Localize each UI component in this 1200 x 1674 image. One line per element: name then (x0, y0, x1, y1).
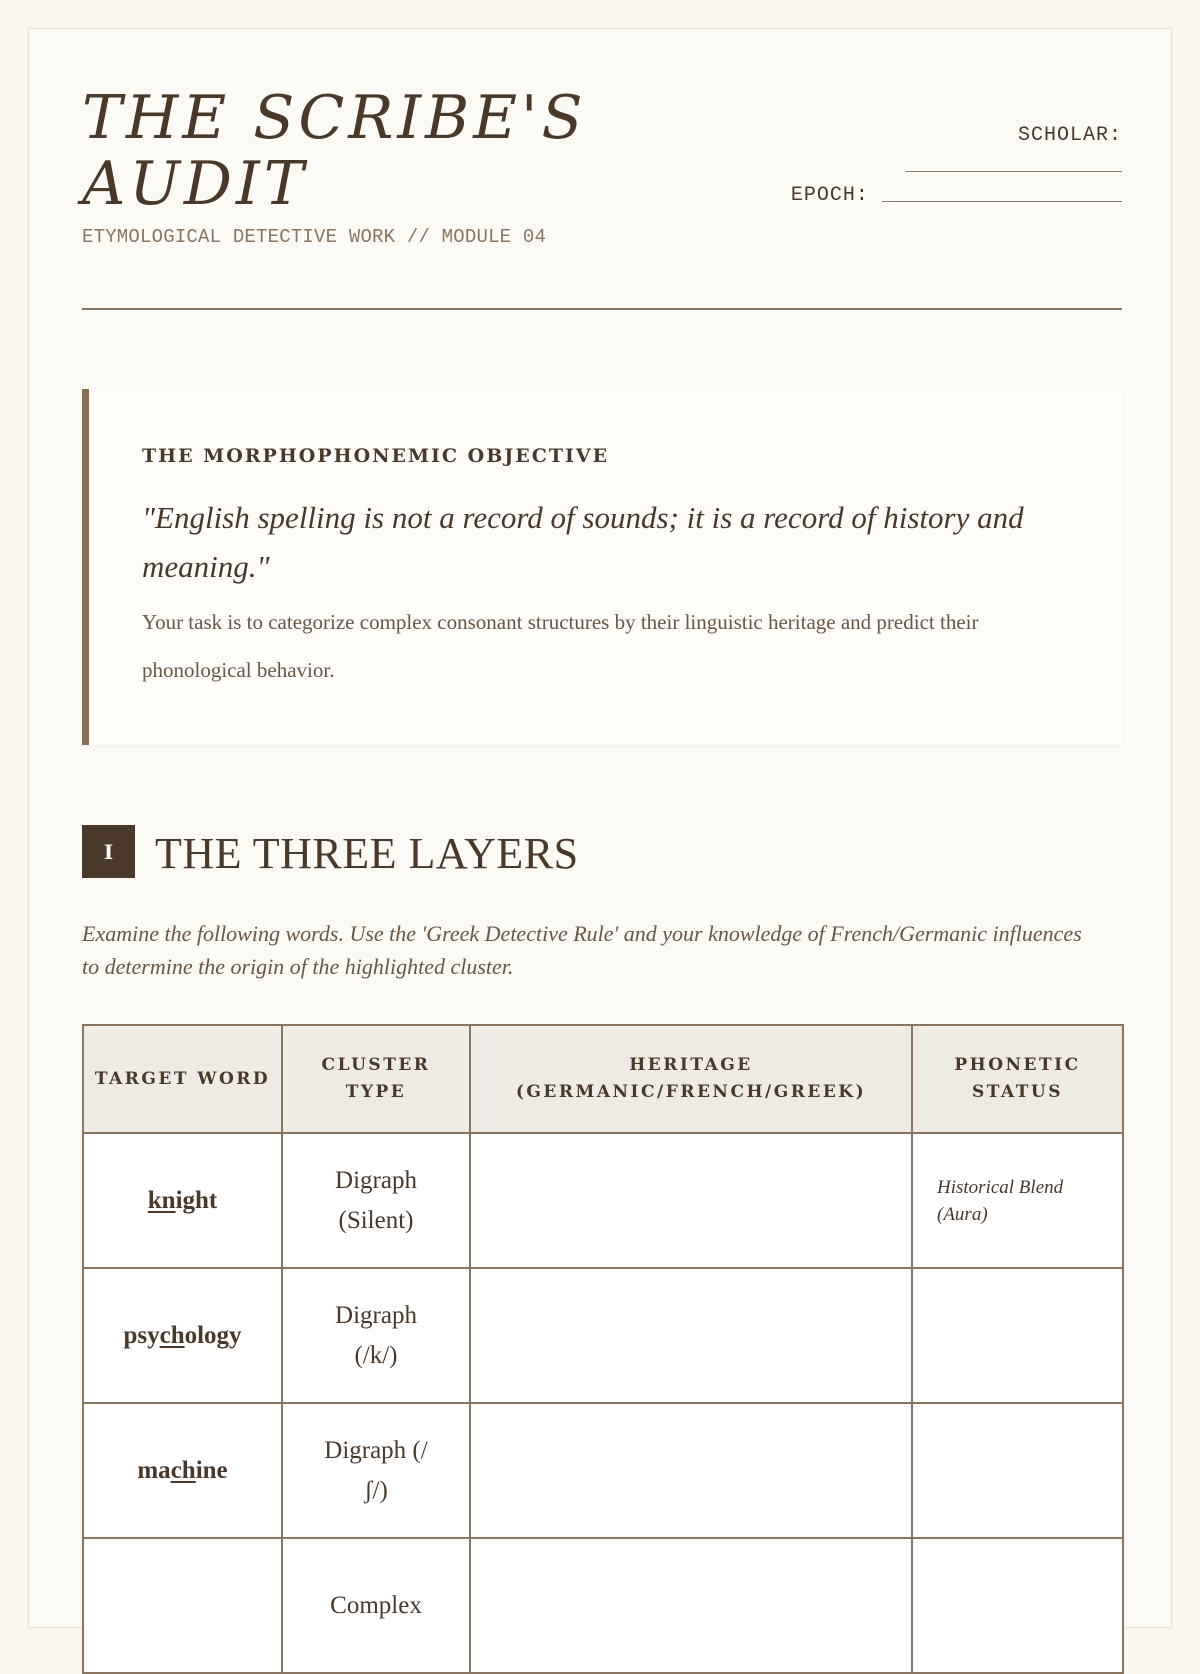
table-row (83, 1538, 1123, 1673)
target-word-cell (83, 1538, 282, 1673)
heritage-answer-cell[interactable] (470, 1403, 912, 1538)
epoch-row (791, 181, 1122, 211)
scholar-field[interactable]: __________________ (905, 154, 1122, 177)
cluster-type-cell: Complex (282, 1538, 470, 1673)
highlighted-cluster: ch (170, 1456, 196, 1484)
epoch-label: EPOCH: (790, 184, 869, 207)
table-header-row (83, 1025, 1123, 1133)
heritage-answer-cell[interactable] (470, 1133, 912, 1268)
cluster-type-cell: Digraph (Silent) (282, 1133, 470, 1268)
column-header-heritage: HERITAGE (GERMANIC/FRENCH/GREEK) (470, 1025, 912, 1133)
epoch-field[interactable]: ____________________ (881, 184, 1122, 207)
section-instructions: Examine the following words. Use the 'Greek Detective Rule' and your knowledge of French/Germanic influences to determine the origin of the highlighted cluster. (82, 921, 1082, 979)
target-word-cell (83, 1403, 282, 1538)
phonetic-status-cell[interactable] (912, 1403, 1123, 1538)
target-word-cell (83, 1268, 282, 1403)
table-row (83, 1403, 1123, 1538)
table-row (83, 1268, 1123, 1403)
phonetic-status-cell[interactable] (912, 1538, 1123, 1673)
table-row (83, 1133, 1123, 1268)
header-divider (82, 308, 1122, 310)
objective-heading: THE MORPHOPHONEMIC OBJECTIVE (142, 445, 610, 467)
objective-body: Your task is to categorize complex consonant structures by their linguistic heritage and predict their phonological behavior. (142, 610, 979, 682)
scholar-epoch-fields (791, 121, 1122, 211)
worksheet-page (28, 28, 1172, 1628)
word-text: ine (195, 1456, 228, 1484)
cluster-type-cell: Digraph (/ʃ/) (282, 1403, 470, 1538)
section-title: THE THREE LAYERS (155, 829, 579, 878)
heritage-answer-cell[interactable] (470, 1538, 912, 1673)
column-header-cluster-type: CLUSTER TYPE (282, 1025, 470, 1133)
page-subtitle: ETYMOLOGICAL DETECTIVE WORK // MODULE 04 (82, 226, 547, 248)
phonetic-status-cell[interactable]: Historical Blend (Aura) (912, 1133, 1123, 1268)
highlighted-cluster: kn (147, 1186, 176, 1214)
word-text: psy (123, 1321, 160, 1349)
highlighted-cluster: ch (159, 1321, 185, 1349)
word-text: ight (175, 1186, 218, 1214)
heritage-answer-cell[interactable] (470, 1268, 912, 1403)
scholar-label: SCHOLAR: (1017, 124, 1122, 147)
audit-table (82, 1024, 1124, 1674)
objective-callout (82, 389, 1122, 745)
word-text: ma (137, 1456, 171, 1484)
phonetic-status-cell[interactable] (912, 1268, 1123, 1403)
column-header-target-word: TARGET WORD (83, 1025, 282, 1133)
word-text: ology (184, 1321, 242, 1349)
column-header-phonetic-status: PHONETIC STATUS (912, 1025, 1123, 1133)
cluster-type-cell: Digraph (/k/) (282, 1268, 470, 1403)
objective-quote: "English spelling is not a record of sounds; it is a record of history and meaning." (142, 500, 1024, 584)
target-word-cell (83, 1133, 282, 1268)
section-number-badge: I (82, 825, 135, 878)
page-title: THE SCRIBE'S AUDIT (82, 83, 587, 219)
